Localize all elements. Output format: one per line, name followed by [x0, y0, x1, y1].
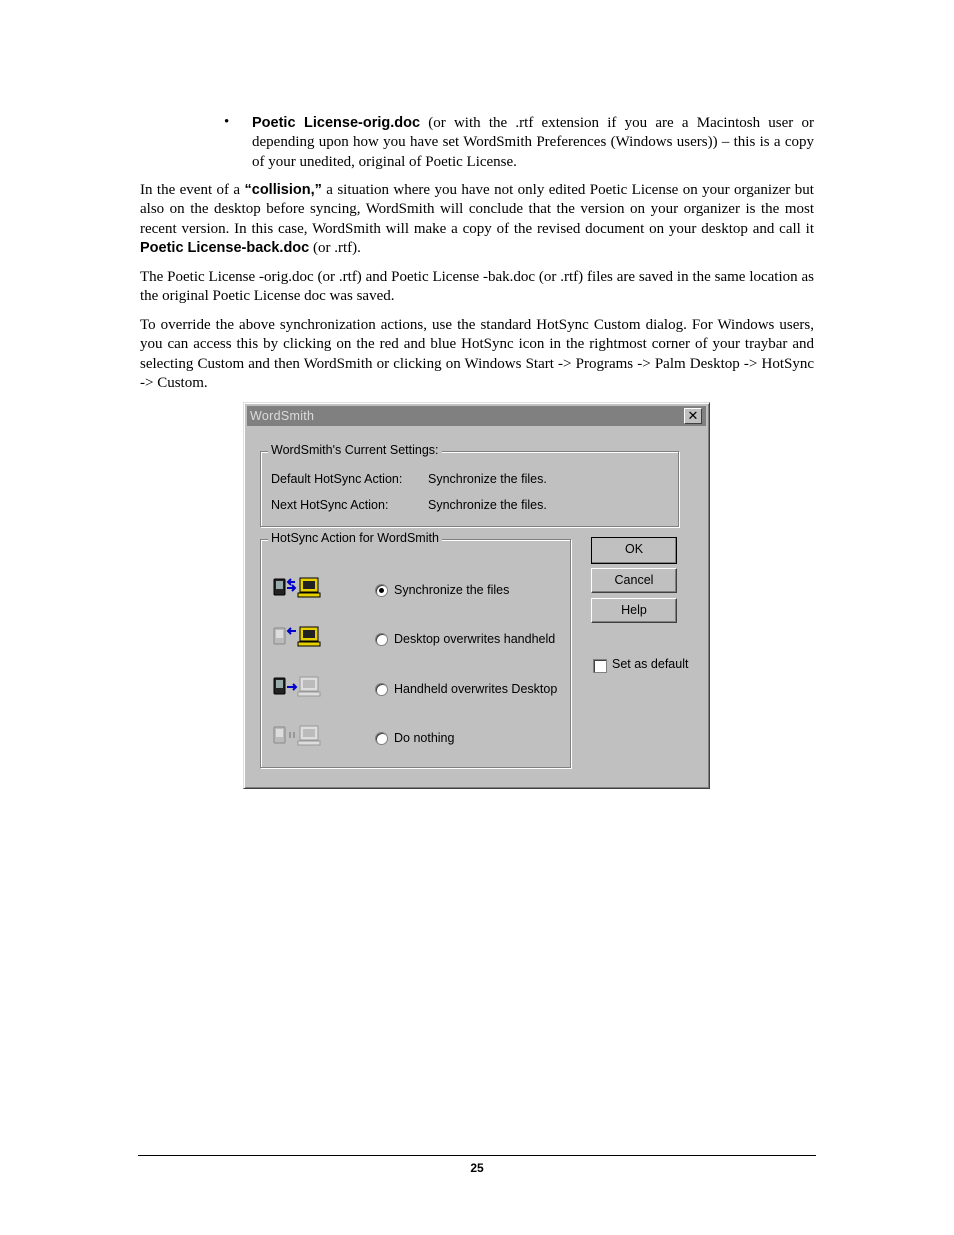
- default-action-label: Default HotSync Action:: [271, 472, 403, 486]
- ok-button[interactable]: OK: [591, 537, 677, 564]
- handheld-to-desktop-icon: [273, 675, 329, 699]
- close-icon[interactable]: ✕: [684, 408, 702, 424]
- sync-both-icon: [273, 576, 329, 600]
- dialog-titlebar: [247, 406, 706, 426]
- bullet-filename: Poetic License-orig.doc: [252, 115, 421, 131]
- paragraph-collision: [140, 181, 814, 258]
- p1-collision-term: “collision,”: [244, 182, 322, 198]
- radio-desktop-overwrites[interactable]: [375, 633, 388, 646]
- next-action-label: Next HotSync Action:: [271, 498, 389, 512]
- paragraph-file-location: The Poetic License -orig.doc (or .rtf) and Poetic License -bak.doc (or .rtf) files are saved in the same location as the original Poetic License doc was saved.: [140, 269, 814, 305]
- set-as-default-label: Set as default: [612, 657, 689, 671]
- next-action-value: Synchronize the files.: [428, 498, 547, 512]
- footer-divider: [138, 1155, 816, 1156]
- page-number: 25: [470, 1161, 484, 1175]
- wordsmith-dialog: [243, 402, 710, 789]
- option-do-nothing-label: Do nothing: [394, 731, 455, 745]
- do-nothing-icon: [273, 724, 329, 748]
- p1-backup-filename: Poetic License-back.doc: [140, 239, 310, 256]
- radio-handheld-overwrites[interactable]: [375, 683, 388, 696]
- radio-do-nothing[interactable]: [375, 732, 388, 745]
- option-synchronize-label: Synchronize the files: [394, 583, 510, 597]
- paragraph-override: To override the above synchronization actions, use the standard HotSync Custom dialog. For Windows users, you can access this by clicking on the red and blue HotSync icon in the rightmost corner of your traybar and selecting Custom and then WordSmith or clicking on Windows Start -> Programs -> Palm Desktop -> HotSync -> Custom.: [140, 317, 814, 391]
- radio-synchronize[interactable]: [375, 584, 388, 597]
- current-settings-label: WordSmith's Current Settings:: [268, 443, 442, 457]
- hotsync-action-label: HotSync Action for WordSmith: [268, 531, 442, 545]
- bullet-description: (or with the .rtf extension if you are a Macintosh user or depending upon how you have set WordSmith Preferences (Windows users)) – this is a copy of your unedited, original of Poetic License.: [252, 115, 814, 170]
- p1-text-a: In the event of a: [140, 182, 245, 198]
- help-button[interactable]: Help: [591, 598, 677, 623]
- option-handheld-overwrites-label: Handheld overwrites Desktop: [394, 682, 558, 696]
- current-settings-group: [260, 443, 679, 527]
- p1-text-c: a situation where you have not only edited Poetic License on your organizer but also on the desktop before syncing, WordSmith will conclude that the version on your organizer is the most recent version. In this case, WordSmith will make a copy of the revised document on your desktop and call it: [140, 182, 814, 237]
- default-action-value: Synchronize the files.: [428, 472, 547, 486]
- option-desktop-overwrites-label: Desktop overwrites handheld: [394, 632, 556, 646]
- set-as-default-checkbox[interactable]: [593, 659, 607, 673]
- dialog-title: WordSmith: [250, 409, 315, 423]
- bullet-marker: •: [224, 114, 230, 130]
- p1-text-e: (or .rtf).: [309, 239, 361, 256]
- cancel-button[interactable]: Cancel: [591, 568, 677, 593]
- hotsync-action-group: [260, 531, 571, 768]
- desktop-to-handheld-icon: [273, 625, 329, 649]
- bullet-item: [252, 114, 814, 172]
